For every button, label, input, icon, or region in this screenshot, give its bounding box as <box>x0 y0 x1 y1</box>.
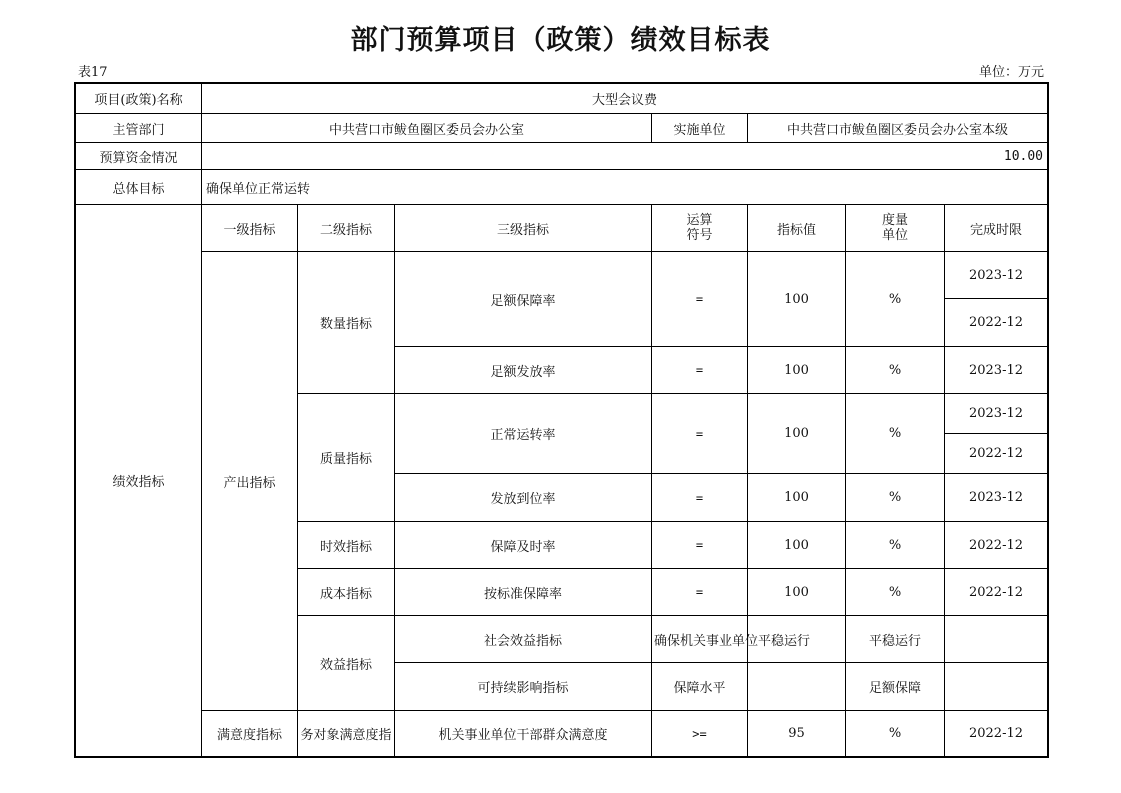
indicator-unit: % <box>846 347 945 394</box>
perf-label: 绩效指标 <box>76 205 202 757</box>
indicator-deadline: 2023-12 <box>945 394 1048 434</box>
project-name: 大型会议费 <box>202 84 1048 114</box>
performance-table <box>75 83 1048 757</box>
indicator-unit: % <box>846 252 945 347</box>
header-unit-line1: 度量 <box>881 213 908 228</box>
indicator-op: >= <box>652 711 748 757</box>
indicator-name: 机关事业单位干部群众满意度 <box>395 711 652 757</box>
group-benefit: 效益指标 <box>298 616 395 711</box>
indicator-name: 足额发放率 <box>395 347 652 394</box>
indicator-name: 正常运转率 <box>395 394 652 474</box>
budget-label: 预算资金情况 <box>76 143 202 170</box>
indicator-value: 100 <box>748 347 846 394</box>
header-level3: 三级指标 <box>395 205 652 252</box>
header-level2: 二级指标 <box>298 205 395 252</box>
indicator-name: 发放到位率 <box>395 474 652 522</box>
group-quality: 质量指标 <box>298 394 395 522</box>
group-output: 产出指标 <box>202 252 298 711</box>
indicator-unit <box>945 663 1048 711</box>
goal-label: 总体目标 <box>76 170 202 205</box>
indicator-op: = <box>652 474 748 522</box>
indicator-value: 平稳运行 <box>846 616 945 663</box>
indicator-deadline: 2023-12 <box>945 347 1048 394</box>
indicator-op: = <box>652 252 748 347</box>
impl-label: 实施单位 <box>652 114 748 143</box>
indicator-op: = <box>652 522 748 569</box>
indicator-op: = <box>652 347 748 394</box>
goal-text: 确保单位正常运转 <box>202 170 1048 205</box>
indicator-unit: % <box>846 394 945 474</box>
header-row <box>76 205 1048 252</box>
goal-row <box>76 170 1048 205</box>
indicator-name: 按标准保障率 <box>395 569 652 616</box>
group-service: 务对象满意度指 <box>298 711 395 757</box>
budget-value: 10.00 <box>202 143 1048 170</box>
header-level1: 一级指标 <box>202 205 298 252</box>
indicator-value: 100 <box>748 569 846 616</box>
group-timeliness: 时效指标 <box>298 522 395 569</box>
header-unit <box>846 205 945 252</box>
indicator-unit: % <box>846 474 945 522</box>
budget-row <box>76 143 1048 170</box>
header-unit-line2: 单位 <box>881 228 908 243</box>
table-row <box>76 711 1048 757</box>
group-satisfaction: 满意度指标 <box>202 711 298 757</box>
indicator-name: 保障水平 <box>652 663 748 711</box>
header-op-line1: 运算 <box>686 213 713 228</box>
indicator-deadline: 2022-12 <box>945 434 1048 474</box>
indicator-unit: % <box>846 711 945 757</box>
unit-label: 单位：万元 <box>978 65 1044 80</box>
header-operator <box>652 205 748 252</box>
indicator-name: 确保机关事业单位平稳运行 <box>652 616 748 663</box>
indicator-deadline: 2022-12 <box>945 522 1048 569</box>
indicator-name: 保障及时率 <box>395 522 652 569</box>
indicator-unit: % <box>846 522 945 569</box>
indicator-value: 足额保障 <box>846 663 945 711</box>
table-row <box>76 252 1048 299</box>
indicator-deadline: 2023-12 <box>945 474 1048 522</box>
indicator-value: 100 <box>748 522 846 569</box>
impl-name: 中共营口市鲅鱼圈区委员会办公室本级 <box>748 114 1048 143</box>
group-quantity: 数量指标 <box>298 252 395 394</box>
dept-label: 主管部门 <box>76 114 202 143</box>
table-number: 表17 <box>78 65 108 80</box>
indicator-value: 95 <box>748 711 846 757</box>
indicator-unit: % <box>846 569 945 616</box>
dept-row <box>76 114 1048 143</box>
indicator-value: 100 <box>748 474 846 522</box>
indicator-unit <box>945 616 1048 663</box>
project-row <box>76 84 1048 114</box>
indicator-deadline: 2022-12 <box>945 711 1048 757</box>
project-label: 项目(政策)名称 <box>76 84 202 114</box>
indicator-deadline: 2022-12 <box>945 569 1048 616</box>
indicator-value: 100 <box>748 394 846 474</box>
header-deadline: 完成时限 <box>945 205 1048 252</box>
indicator-deadline: 2023-12 <box>945 252 1048 299</box>
header-value: 指标值 <box>748 205 846 252</box>
dept-name: 中共营口市鲅鱼圈区委员会办公室 <box>202 114 652 143</box>
indicator-op: = <box>652 569 748 616</box>
header-op-line2: 符号 <box>686 228 713 243</box>
group-cost: 成本指标 <box>298 569 395 616</box>
indicator-op <box>748 663 846 711</box>
indicator-name: 足额保障率 <box>395 252 652 347</box>
group-sustain: 可持续影响指标 <box>395 663 652 711</box>
indicator-value: 100 <box>748 252 846 347</box>
indicator-deadline: 2022-12 <box>945 299 1048 347</box>
page-title: 部门预算项目（政策）绩效目标表 <box>350 25 771 56</box>
group-social: 社会效益指标 <box>395 616 652 663</box>
indicator-op: = <box>652 394 748 474</box>
